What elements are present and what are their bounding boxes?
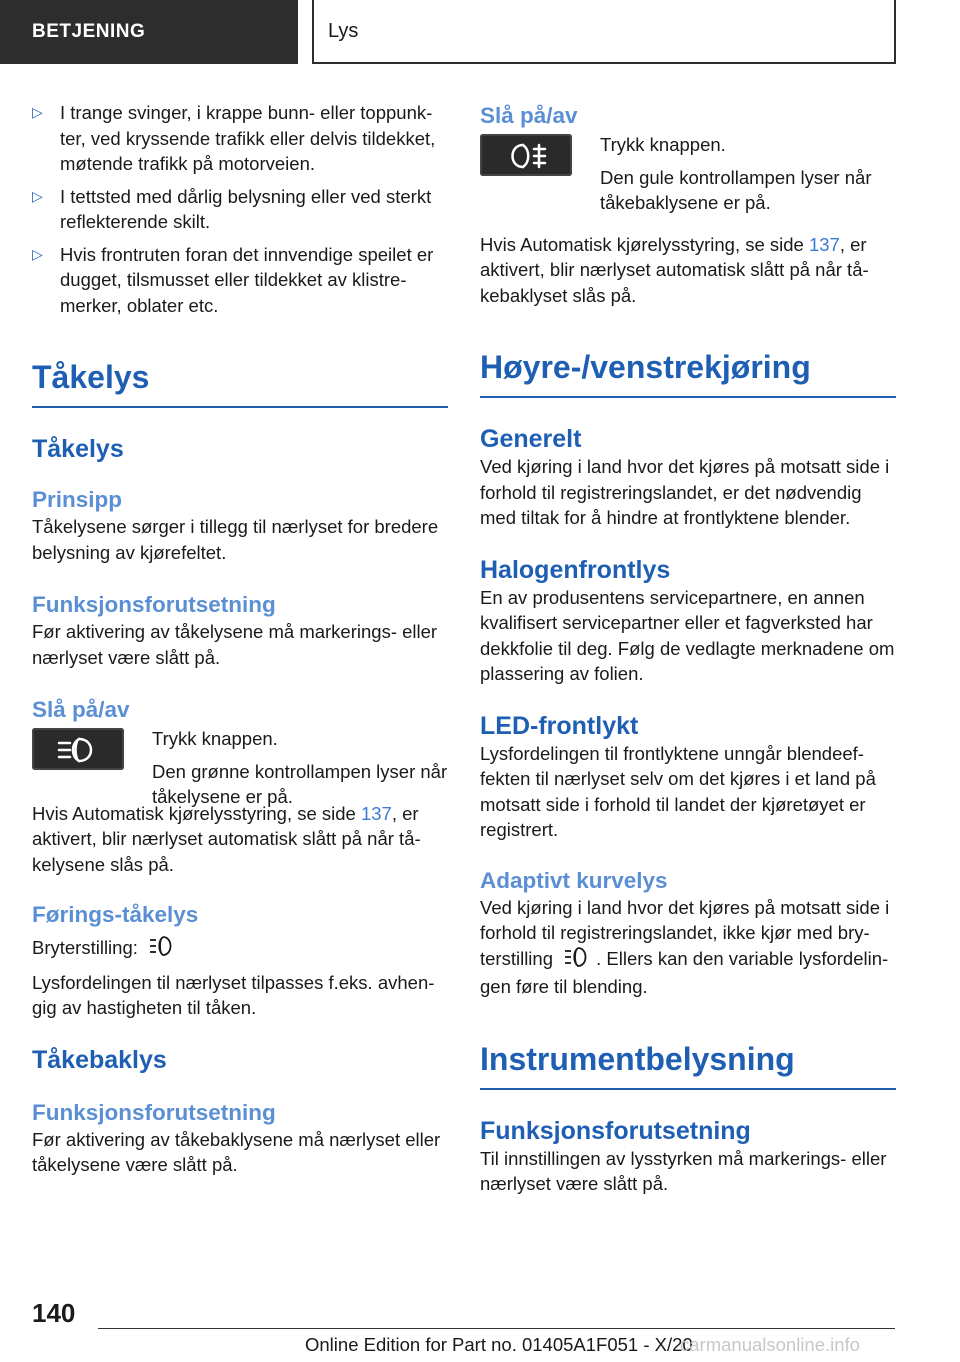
text-lysfordelingen: Lysfordelingen til nærlyset tilpasses f.eks. avhengig av hastigheten til tåken. bbox=[32, 971, 435, 1018]
rear-fog-button-row bbox=[480, 132, 896, 216]
chapter-title: Lys bbox=[328, 19, 359, 42]
page-number: 140 bbox=[32, 1298, 76, 1328]
heading-hoyre-venstre: Høyre-/venstrekjøring bbox=[480, 348, 896, 398]
text-kontrollampe-2: Den gule kontrollampen lyser når tåkebaklysene er på. bbox=[600, 166, 872, 213]
footer-divider bbox=[98, 1328, 895, 1329]
text-generelt: Ved kjøring i land hvor det kjøres på motsatt side i forhold til registreringslandet, er det nødvendig med tiltak for å hindre at frontlyktene blender. bbox=[480, 456, 890, 528]
page-link-137[interactable]: 137 bbox=[360, 802, 392, 824]
heading-instrumentbelysning: Instrumentbelysning bbox=[480, 1040, 896, 1090]
heading-funksjonsforutsetning-2: Funksjonsforutsetning bbox=[32, 1099, 276, 1125]
heading-takelys: Tåkelys bbox=[32, 358, 448, 408]
heading-halogenfrontlys: Halogenfrontlys bbox=[480, 555, 671, 584]
heading-adaptivt-kurvelys: Adaptivt kurvelys bbox=[480, 867, 668, 893]
heading-led-frontlykt: LED-frontlykt bbox=[480, 711, 639, 740]
watermark: carmanualsonline.info bbox=[680, 1334, 860, 1355]
section-header bbox=[0, 0, 298, 64]
text-led-frontlykt: Lysfordelingen til frontlyktene unngår blendeeffekten til nærlyset selv om det kjøres i et land på motsatt side i forhold til landet der kjøretøyet er registrert. bbox=[480, 742, 876, 840]
text-adaptivt-kurvelys: Ved kjøring i land hvor det kjøres på motsatt side i forhold til registreringslandet, ikke kjør med bryterstilling . Ellers kan den variable lysfordelingen føre til blending. bbox=[480, 896, 890, 997]
heading-funksjonsforutsetning-3: Funksjonsforutsetning bbox=[480, 1116, 751, 1145]
bullet-list bbox=[32, 100, 448, 318]
heading-sla-pa-av: Slå på/av bbox=[32, 697, 130, 722]
text-automatisk-2: Hvis Automatisk kjørelysstyring, se side 137, er aktivert, blir nærlyset automatisk slått på når tåkebaklyset slås på. bbox=[480, 233, 869, 306]
heading-forings-takelys: Førings-tåkelys bbox=[32, 902, 199, 927]
text-trykk-knappen-2: Trykk knappen. bbox=[600, 134, 726, 155]
page-link-137-b[interactable]: 137 bbox=[808, 233, 840, 255]
fog-light-switch-icon bbox=[562, 946, 592, 975]
list-item: ▷ I tettsted med dårlig belysning eller ved sterkt reflekterende skilt. bbox=[32, 185, 432, 232]
fog-light-switch-icon bbox=[147, 935, 177, 964]
heading-takebaklys: Tåkebaklys bbox=[32, 1045, 167, 1074]
chapter-header bbox=[312, 0, 896, 64]
text-funksjonsforutsetning-3: Til innstillingen av lysstyrken må markerings- eller nærlyset være slått på. bbox=[480, 1147, 887, 1194]
list-item: ▷ I trange svinger, i krappe bunn- eller toppunkter, ved kryssende trafikk eller delvis tildekket, møtende trafikk på motorveien. bbox=[32, 102, 436, 174]
heading-funksjonsforutsetning: Funksjonsforutsetning bbox=[32, 592, 276, 617]
fog-light-button-row bbox=[32, 726, 448, 810]
text-automatisk: Hvis Automatisk kjørelysstyring, se side 137, er aktivert, blir nærlyset automatisk slått på når tåkelysene slås på. bbox=[32, 802, 421, 875]
subheading-takelys: Tåkelys bbox=[32, 435, 124, 463]
text-trykk-knappen: Trykk knappen. bbox=[152, 728, 278, 749]
text-bryterstilling: Bryterstilling: bbox=[32, 935, 448, 964]
triangle-bullet-icon: ▷ bbox=[32, 187, 43, 204]
text-funksjonsforutsetning-2: Før aktivering av tåkebaklysene må nærlyset eller tåkelysene være slått på. bbox=[32, 1128, 441, 1175]
left-column bbox=[32, 100, 448, 1178]
triangle-bullet-icon: ▷ bbox=[32, 104, 43, 120]
text-funksjonsforutsetning: Før aktivering av tåkelysene må markerings- eller nærlyset være slått på. bbox=[32, 621, 438, 668]
list-item: ▷ Hvis frontruten foran det innvendige speilet er dugget, tilsmusset eller tildekket av klistremerker, oblater etc. bbox=[32, 243, 434, 316]
heading-prinsipp: Prinsipp bbox=[32, 487, 123, 512]
text-kontrollampe-1: Den grønne kontrollampen lyser når tåkelysene er på. bbox=[152, 760, 448, 807]
text-halogenfrontlys: En av produsentens servicepartnere, en annen kvalifisert servicepartner eller et fagverksted har dekkfolie til deg. Følg de vedlagte merknadene om plassering av folien. bbox=[480, 586, 895, 684]
triangle-bullet-icon: ▷ bbox=[32, 245, 43, 262]
heading-sla-pa-av-2: Slå på/av bbox=[480, 103, 578, 128]
section-title: BETJENING bbox=[32, 21, 146, 42]
right-column bbox=[480, 100, 896, 1197]
heading-generelt: Generelt bbox=[480, 425, 582, 453]
text-prinsipp: Tåkelysene sørger i tillegg til nærlyset for bredere belysning av kjørefeltet. bbox=[32, 516, 439, 563]
rear-fog-light-button-icon bbox=[480, 134, 572, 176]
front-fog-light-button-icon bbox=[32, 728, 124, 770]
footer-edition: Online Edition for Part no. 01405A1F051 - X/20 bbox=[305, 1334, 693, 1355]
